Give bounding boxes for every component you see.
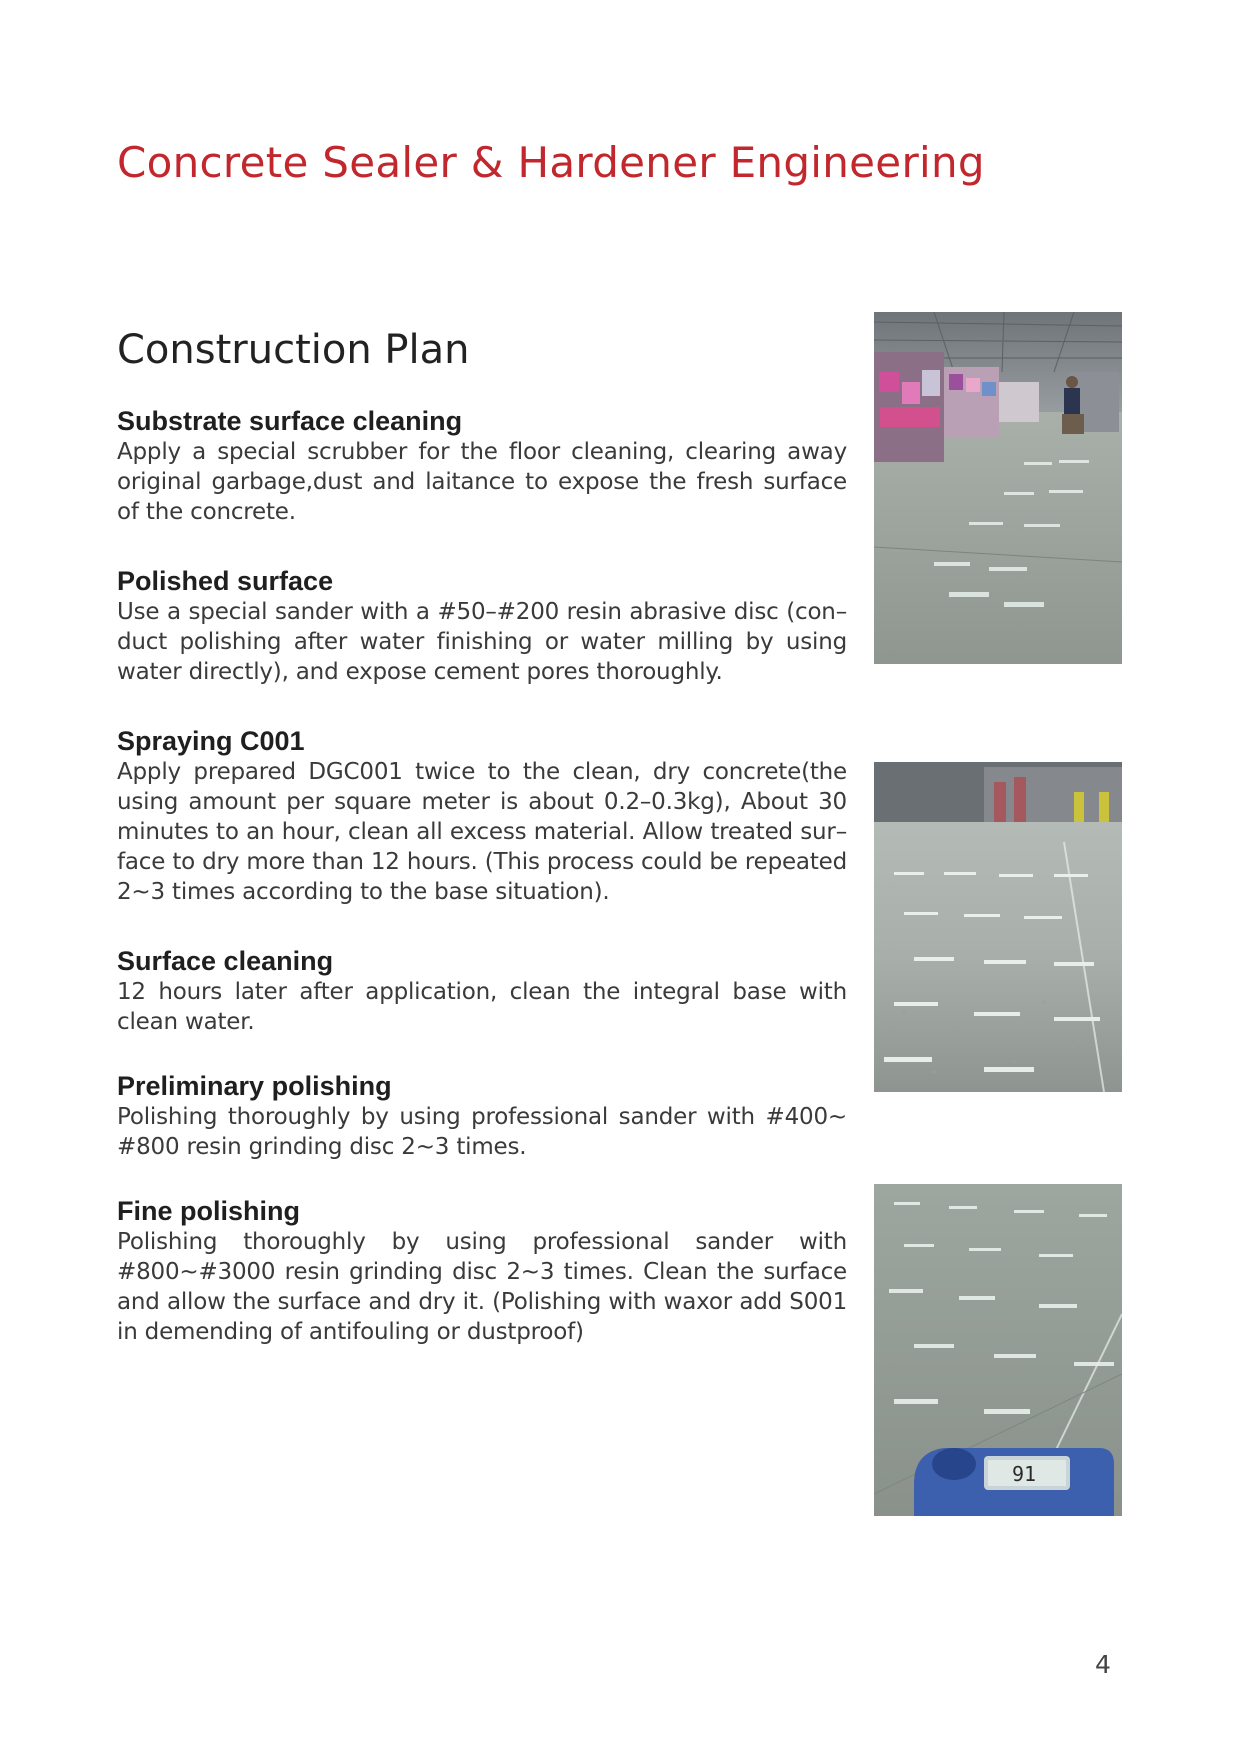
- step-heading: Spraying C001: [117, 726, 305, 756]
- step-heading: Preliminary polishing: [117, 1071, 392, 1101]
- page-number: 4: [1095, 1650, 1111, 1679]
- step-spraying: [117, 725, 847, 907]
- step-body: Use a special sander with a #50–#200 resin abrasive disc (con–duct polishing after water finishing or water milling by using water directly), and expose cement pores thoroughly.: [117, 599, 847, 685]
- step-preliminary-polishing: [117, 1070, 847, 1162]
- gloss-meter-photo: [874, 1184, 1122, 1516]
- step-body: Apply prepared DGC001 twice to the clean, dry concrete(the using amount per square meter is about 0.2–0.3kg), About 30 minutes to an hour, clean all excess material. Allow treated sur–face to dry more than 12 hours. (This process could be repeated 2~3 times according to the base situation).: [117, 759, 847, 905]
- step-heading: Surface cleaning: [117, 946, 334, 976]
- step-body: Polishing thoroughly by using professional sander with #800~#3000 resin grinding disc 2~3 times. Clean the surface and allow the surface and dry it. (Polishing with waxor add S001 in demending of antifouling or dustproof): [117, 1229, 847, 1345]
- glossy-floor-photo: [874, 762, 1122, 1092]
- step-polished-surface: [117, 565, 847, 687]
- step-fine-polishing: [117, 1195, 847, 1347]
- step-body: 12 hours later after application, clean the integral base with clean water.: [117, 979, 847, 1035]
- step-body: Polishing thoroughly by using professional sander with #400~ #800 resin grinding disc 2~3 times.: [117, 1104, 847, 1160]
- step-heading: Fine polishing: [117, 1196, 300, 1226]
- step-body: Apply a special scrubber for the floor cleaning, clearing away original garbage,dust and laitance to expose the fresh surface of the concrete.: [117, 439, 847, 525]
- store-floor-photo: [874, 312, 1122, 664]
- section-title: Construction Plan: [117, 327, 470, 373]
- step-surface-cleaning: [117, 945, 847, 1037]
- step-heading: Substrate surface cleaning: [117, 406, 463, 436]
- gloss-meter-readout: 91: [1011, 1462, 1037, 1486]
- step-heading: Polished surface: [117, 566, 334, 596]
- step-substrate-cleaning: [117, 405, 847, 527]
- page-title: Concrete Sealer & Hardener Engineering: [117, 138, 985, 187]
